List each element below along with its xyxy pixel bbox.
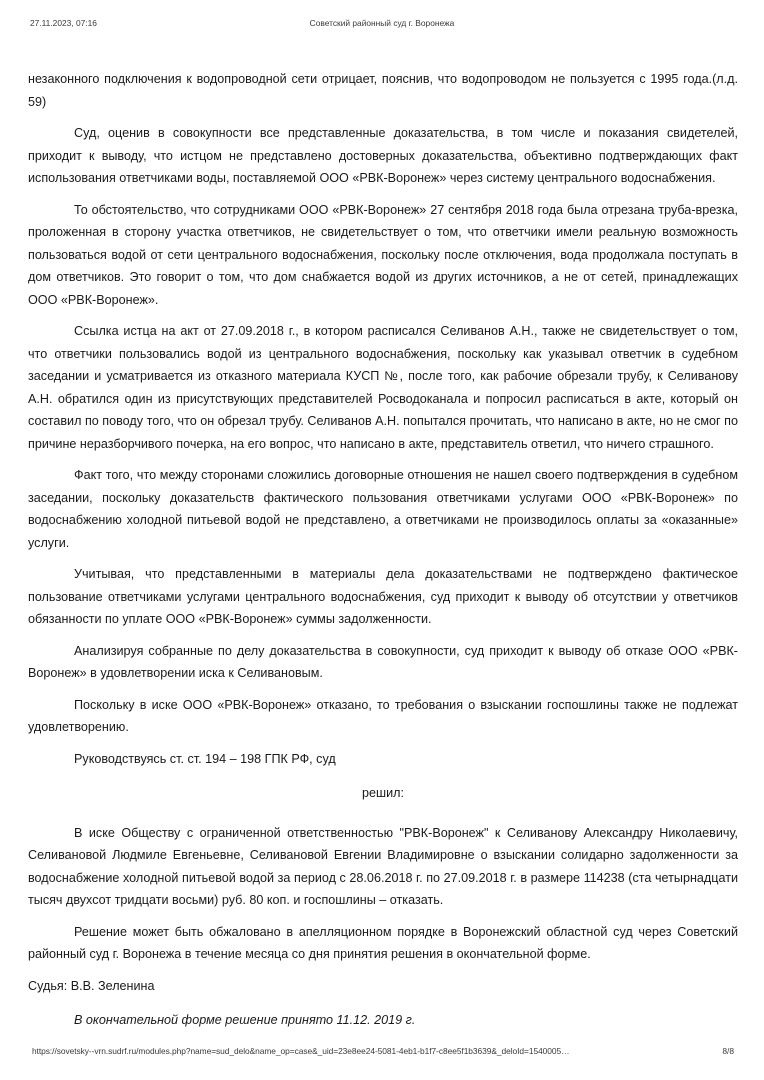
paragraph-appeal: Решение может быть обжаловано в апелляционном порядке в Воронежский областной суд через Советский районный суд г. Воронежа в течение месяца со дня принятия решения в окончательной форме. [28,924,738,961]
paragraph-analysis-refusal: Анализируя собранные по делу доказательства в совокупности, суд приходит к выводу об отказе ООО «РВК-Воронеж» в удовлетворении иска к Селивановым. [28,643,738,680]
final-form-note: В окончательной форме решение принято 11.12. 2019 г. [74,1013,416,1027]
spacer-before-ruling [28,774,738,782]
print-header [0,18,764,32]
judge-signature-line: Судья: В.В. Зеленина [28,978,155,993]
paragraph-contractual-relations: Факт того, что между сторонами сложились договорные отношения не нашел своего подтверждения в судебном заседании, поскольку доказательств фактического пользования ответчиками услугами ООО «РВК-Воронеж» по водоснабжению холодной питьевой водой не представлено, а ответчиками не производилось оплаты за «оказанные» услуги. [28,468,738,550]
print-footer [0,1046,764,1060]
spacer-before-final-note [28,1001,738,1009]
spacer-after-ruling [28,814,738,822]
paragraph-pipe-cut: То обстоятельство, что сотрудниками ООО «РВК-Воронеж» 27 сентября 2018 года была отрезана труба-врезка, проложенная в сторону участка ответчиков, не свидетельствует о том, что ответчики имели реальную возможность пользоваться водой от сети центрального водоснабжения, поскольку после отключения, вода продолжала поступать в дом ответчиков. Это говорит о том, что дом снабжается водой из других источников, а не от сетей, принадлежащих ООО «РВК-Воронеж». [28,202,738,307]
paragraph-guided-by: Руководствуясь ст. ст. 194 – 198 ГПК РФ, суд [74,751,336,766]
print-header-title: Советский районный суд г. Воронежа [309,18,455,28]
document-body [28,68,738,1041]
paragraph-court-evaluation: Суд, оценив в совокупности все представленные доказательства, в том числе и показания свидетелей, приходит к выводу, что истцом не представлено достоверных доказательства, объективно подтверждающих факт использования ответчиками воды, поставляемой ООО «РВК-Воронеж» через систему центрального водоснабжения. [28,126,738,185]
paragraph-act-reference: Ссылка истца на акт от 27.09.2018 г., в котором расписался Селиванов А.Н., также не свидетельствует о том, что ответчики пользовались водой из центрального водоснабжения, поскольку как указывал ответчик в судебном заседании и усматривается из отказного материала КУСП №, после того, как рабочие обрезали трубу, к Селиванову А.Н. обратился один из присутствующих представителей Росводоканала и попросил расписаться в акте, который он составил по поводу того, что он обрезал трубу. Селиванов А.Н. попытался прочитать, что написано в акте, но не смог по причине неразборчивого почерка, на его вопрос, что написано в акте, представитель ответил, что ничего страшного. [28,324,738,451]
paragraph-continued-1995: незаконного подключения к водопроводной сети отрицает, пояснив, что водопроводом не пользуется с 1995 года.(л.д. 59) [28,72,738,109]
paragraph-no-obligation: Учитывая, что представленными в материалы дела доказательствами не подтверждено фактическое пользование ответчиками услугами центрального водоснабжения, суд приходит к выводу об отсутствии у ответчиков обязанности по уплате ООО «РВК-Воронеж» суммы задолженности. [28,567,738,626]
paragraph-ruling-body: В иске Обществу с ограниченной ответственностью "РВК-Воронеж" к Селиванову Александру Николаевичу, Селивановой Людмиле Евгеньевне, Селивановой Евгении Владимировне о взыскании солидарно задолженности за водоснабжение холодной питьевой водой за период с 28.06.2018 г. по 27.09.2018 г. в размере 114238 (ста четырнадцати тысяч двухсот тридцати восьми) руб. 80 коп. и госпошлины – отказать. [28,825,738,907]
print-footer-page-number: 8/8 [722,1046,734,1056]
paragraph-state-duty: Поскольку в иске ООО «РВК-Воронеж» отказано, то требования о взыскании госпошлины также не подлежат удовлетворению. [28,697,738,734]
print-footer-url: https://sovetsky--vrn.sudrf.ru/modules.php?name=sud_delo&name_op=case&_uid=23e8ee24-5081-4eb1-b1f7-c8ee5f1b3639&_deloId=1540005… [32,1046,570,1056]
ruling-heading: решил: [362,786,404,800]
print-header-date: 27.11.2023, 07:16 [30,18,97,28]
